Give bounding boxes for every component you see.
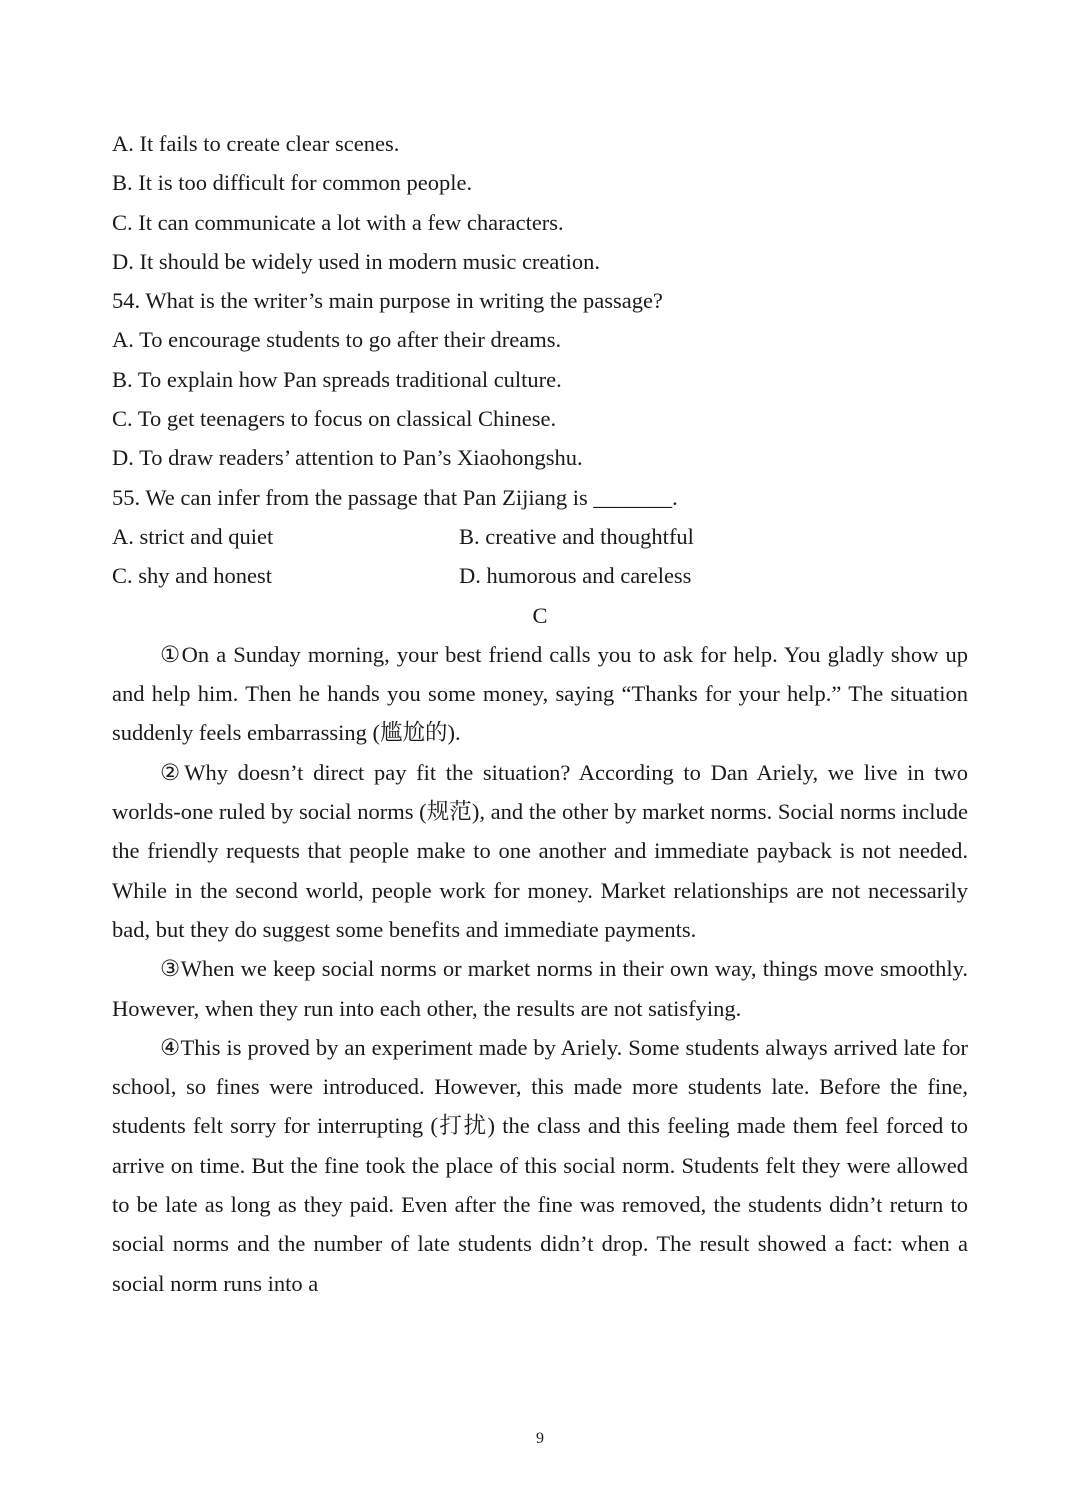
q55-options-row-2 bbox=[112, 556, 968, 595]
q54-option-a: A. To encourage students to go after their dreams. bbox=[112, 327, 562, 353]
question-55 bbox=[112, 478, 968, 596]
q55-options-row-1 bbox=[112, 517, 968, 556]
q55-option-b: B. creative and thoughtful bbox=[459, 523, 694, 549]
exam-page-content bbox=[112, 124, 968, 1303]
q54-option-d: D. To draw readers’ attention to Pan’s Xiaohongshu. bbox=[112, 445, 583, 471]
paragraph-1: ①On a Sunday morning, your best friend calls you to ask for help. You gladly show up and help him. Then he hands you some money, saying “Thanks for your help.” The situation suddenly feels embarrassing (尴尬的). bbox=[112, 641, 968, 746]
q55-option-d: D. humorous and careless bbox=[459, 563, 692, 589]
q54-option-b: B. To explain how Pan spreads traditional culture. bbox=[112, 366, 562, 392]
q53-option-c: C. It can communicate a lot with a few characters. bbox=[112, 209, 564, 235]
paragraph-4: ④This is proved by an experiment made by Ariely. Some students always arrived late for school, so fines were introduced. However, this made more students late. Before the fine, students felt sorry for interrupting (打扰) the class and this feeling made them feel forced to arrive on time. But the fine took the place of this social norm. Students felt they were allowed to be late as long as they paid. Even after the fine was removed, the students didn’t return to social norms and the number of late students didn’t drop. The result showed a fact: when a social norm runs into a bbox=[112, 1034, 968, 1296]
question-54 bbox=[112, 281, 968, 477]
q53-option-b: B. It is too difficult for common people. bbox=[112, 170, 473, 196]
q53-option-d: D. It should be widely used in modern music creation. bbox=[112, 248, 601, 274]
question-53-options bbox=[112, 124, 968, 281]
q53-option-a: A. It fails to create clear scenes. bbox=[112, 131, 400, 156]
q54-stem: 54. What is the writer’s main purpose in writing the passage? bbox=[112, 288, 663, 314]
q55-option-c: C. shy and honest bbox=[112, 563, 272, 589]
paragraph-2: ②Why doesn’t direct pay fit the situation? According to Dan Ariely, we live in two worlds-one ruled by social norms (规范), and the other by market norms. Social norms include the friendly requests that people make to one another and immediate payback is not needed. While in the second world, people work for money. Market relationships are not necessarily bad, but they do suggest some benefits and immediate payments. bbox=[112, 759, 968, 942]
q55-option-a: A. strict and quiet bbox=[112, 523, 274, 549]
section-heading: C bbox=[532, 602, 548, 628]
q55-stem: 55. We can infer from the passage that Pan Zijiang is _______. bbox=[112, 484, 678, 510]
q54-option-c: C. To get teenagers to focus on classical Chinese. bbox=[112, 406, 557, 432]
passage-c bbox=[112, 635, 968, 1303]
page-number: 9 bbox=[536, 1430, 544, 1447]
paragraph-3: ③When we keep social norms or market norms in their own way, things move smoothly. However, when they run into each other, the results are not satisfying. bbox=[112, 956, 968, 1021]
